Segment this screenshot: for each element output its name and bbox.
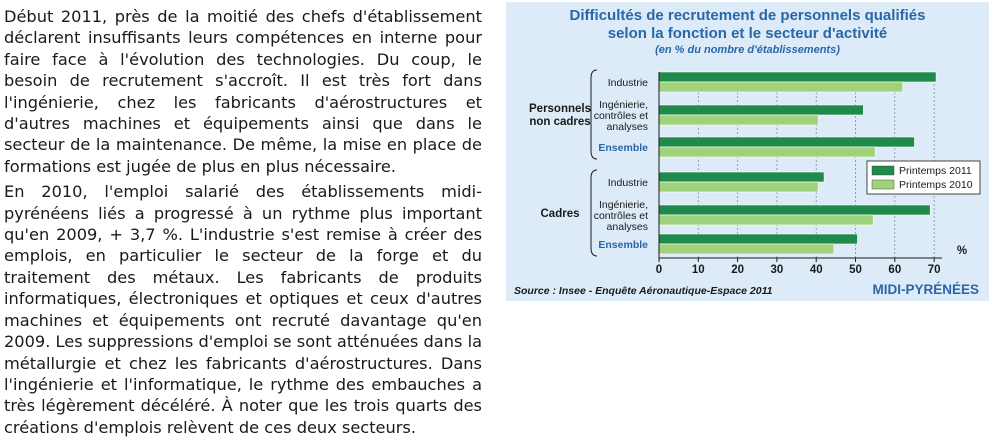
legend-label: Printemps 2011 — [899, 165, 972, 177]
category-label: Ensemble — [598, 239, 648, 251]
x-tick-label: 10 — [691, 264, 705, 276]
x-tick-label: 40 — [809, 264, 823, 276]
x-tick-label: 70 — [927, 264, 941, 276]
group-label: Cadres — [540, 208, 580, 220]
bar-2010-g0-c1 — [659, 115, 818, 125]
article-text — [4, 6, 482, 438]
group-label: Personnels — [529, 103, 591, 115]
legend-label: Printemps 2010 — [899, 179, 973, 191]
bar-2010-g0-c2 — [659, 147, 875, 157]
category-label: Industrie — [607, 177, 648, 189]
category-label: Industrie — [607, 77, 648, 89]
category-label: Ensemble — [598, 142, 648, 154]
source-note: Source : Insee - Enquête Aéronautique-Espace 2011 — [514, 285, 773, 297]
bar-2010-g1-c0 — [659, 182, 818, 192]
bar-2010-g0-c0 — [659, 82, 903, 92]
bar-chart — [506, 2, 989, 301]
bar-2010-g1-c1 — [659, 215, 873, 225]
x-tick-label: 60 — [888, 264, 902, 276]
chart-title-line-2: selon la fonction et le secteur d'activité — [607, 25, 888, 42]
bar-2010-g1-c2 — [659, 244, 834, 254]
bar-2011-g0-c0 — [659, 72, 936, 82]
x-tick-label: 20 — [731, 264, 745, 276]
chart-title-line-1: Difficultés de recrutement de personnels qualifiés — [569, 7, 926, 24]
legend-swatch-1 — [872, 180, 894, 189]
bar-2011-g1-c2 — [659, 234, 857, 244]
chart-subtitle: (en % du nombre d'établissements) — [655, 44, 840, 56]
category-label: contrôles et — [593, 210, 648, 222]
category-label: analyses — [606, 221, 648, 233]
category-label: Ingénierie, — [598, 199, 648, 211]
paragraph-2: En 2010, l'emploi salarié des établissements midi-pyrénéens liés a progressé à un rythme plus important qu'en 2009, + 3,7 %. L'industrie s'est remise à créer des emplois, en particulier le secteur de la forge et du traitement des métaux. Les fabricants de produits informatiques, électroniques et optiques et ceux d'autres machines et équipements ont recruté davantage qu'en 2009. Les suppressions d'emploi se sont atténuées dans la métallurgie et chez les fabricants d'aérostructures. Dans l'ingénierie et l'informatique, le rythme des embauches a très légèrement décéléré. À noter que les trois quarts des créations d'emplois relèvent de ces deux secteurs. — [4, 182, 482, 437]
x-tick-label: 30 — [770, 264, 784, 276]
unit-label: % — [956, 245, 968, 257]
bar-2011-g1-c0 — [659, 172, 824, 182]
group-label: non cadres — [529, 116, 591, 128]
category-label: contrôles et — [593, 110, 648, 122]
category-label: analyses — [606, 121, 648, 133]
paragraph-1: Début 2011, près de la moitié des chefs d'établissement déclarent insuffisants leurs compétences en interne pour faire face à l'évolution des technologies. Du coup, le besoin de recrutement s'accroît. Il est très fort dans l'ingénierie, chez les fabricants d'aérostructures et d'autres machines et équipements ainsi que dans le secteur de la maintenance. De même, la mise en place de formations est jugée de plus en plus nécessaire. — [4, 7, 482, 176]
bar-2011-g1-c1 — [659, 205, 930, 215]
x-tick-label: 0 — [655, 264, 663, 276]
bar-2011-g0-c2 — [659, 137, 914, 147]
legend-swatch-0 — [872, 166, 894, 175]
chart-panel — [506, 2, 989, 301]
x-tick-label: 50 — [849, 264, 862, 276]
bar-2011-g0-c1 — [659, 105, 863, 115]
category-label: Ingénierie, — [598, 99, 648, 111]
region-logo: MIDI-PYRÉNÉES — [872, 282, 979, 297]
